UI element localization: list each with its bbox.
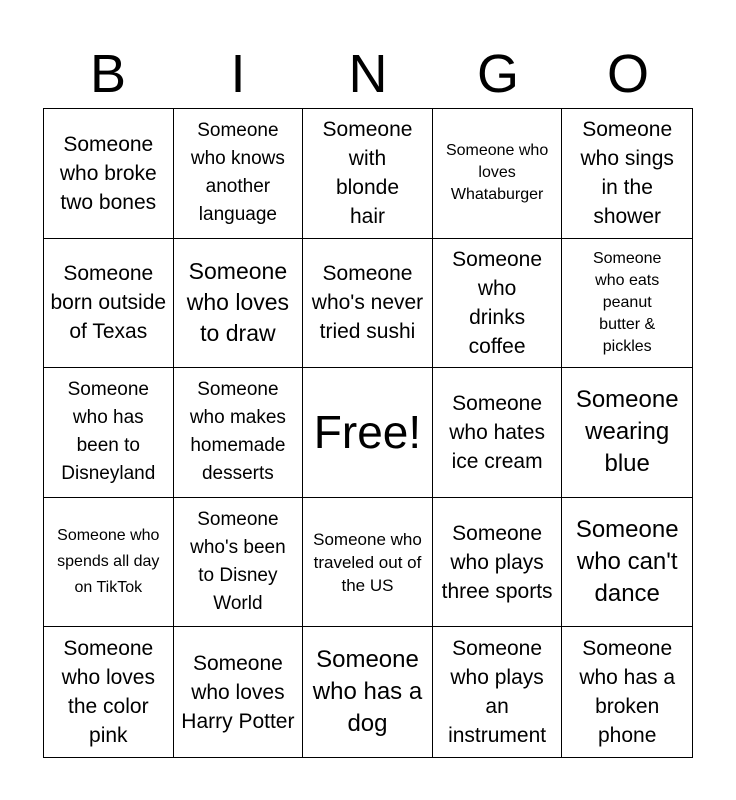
bingo-cell[interactable] (433, 498, 563, 628)
bingo-cell[interactable] (562, 239, 692, 369)
cell-text: Someone who loves Harry Potter (181, 651, 295, 733)
free-space-label: Free! (313, 406, 422, 459)
cell-text: Someone who has a broken phone (579, 637, 676, 748)
cell-text: Someone who loves the color pink (61, 637, 155, 748)
bingo-cell[interactable] (303, 627, 433, 757)
bingo-cell[interactable] (433, 627, 563, 757)
cell-text: Someone who loves Whataburger (445, 142, 549, 204)
bingo-cell[interactable] (303, 498, 433, 628)
bingo-cell[interactable] (174, 239, 304, 369)
cell-text: Someone who can't dance (575, 516, 679, 608)
cell-text: Someone who knows another language (190, 120, 285, 226)
cell-text: Someone who's been to Disney World (190, 509, 286, 615)
cell-text: Someone who makes homemade desserts (189, 379, 286, 485)
cell-text: Someone who plays three sports (441, 521, 553, 603)
bingo-cell[interactable] (174, 368, 304, 498)
bingo-cell[interactable] (174, 627, 304, 757)
cell-text: Someone wearing blue (575, 386, 679, 478)
header-letter-b: B (89, 44, 127, 104)
bingo-cell[interactable] (44, 627, 174, 757)
bingo-cell[interactable] (44, 109, 174, 239)
free-space-cell[interactable] (303, 368, 433, 498)
cell-text: Someone who broke two bones (59, 132, 157, 214)
bingo-cell[interactable] (562, 627, 692, 757)
bingo-board (43, 108, 693, 758)
bingo-cell[interactable] (433, 109, 563, 239)
bingo-header (43, 40, 693, 108)
cell-text: Someone who traveled out of the US (313, 529, 422, 595)
bingo-cell[interactable] (303, 239, 433, 369)
header-letter-n: N (348, 44, 388, 104)
header-letter-g: G (476, 44, 519, 104)
bingo-cell[interactable] (562, 109, 692, 239)
cell-text: Someone who plays an instrument (448, 637, 547, 748)
cell-text: Someone born outside of Texas (50, 262, 167, 344)
bingo-cell[interactable] (433, 239, 563, 369)
cell-text: Someone who drinks coffee (452, 247, 543, 358)
cell-text: Someone who has been to Disneyland (61, 379, 156, 485)
cell-text: Someone who hates ice cream (449, 391, 545, 473)
cell-text: Someone with blonde hair (322, 118, 413, 229)
bingo-cell[interactable] (174, 109, 304, 239)
bingo-cell[interactable] (303, 109, 433, 239)
cell-text: Someone who sings in the shower (580, 118, 674, 229)
header-letter-i: I (230, 44, 246, 104)
bingo-cell[interactable] (44, 498, 174, 628)
cell-text: Someone who loves to draw (186, 258, 290, 347)
bingo-cell[interactable] (562, 498, 692, 628)
cell-text: Someone who's never tried sushi (311, 262, 424, 344)
bingo-cell[interactable] (174, 498, 304, 628)
cell-text: Someone who spends all day on TikTok (57, 527, 160, 597)
bingo-cell[interactable] (44, 239, 174, 369)
bingo-cell[interactable] (562, 368, 692, 498)
header-letter-o: O (606, 44, 649, 104)
cell-text: Someone who has a dog (312, 646, 423, 738)
cell-text: Someone who eats peanut butter & pickles (592, 249, 662, 355)
bingo-cell[interactable] (44, 368, 174, 498)
bingo-cell[interactable] (433, 368, 563, 498)
